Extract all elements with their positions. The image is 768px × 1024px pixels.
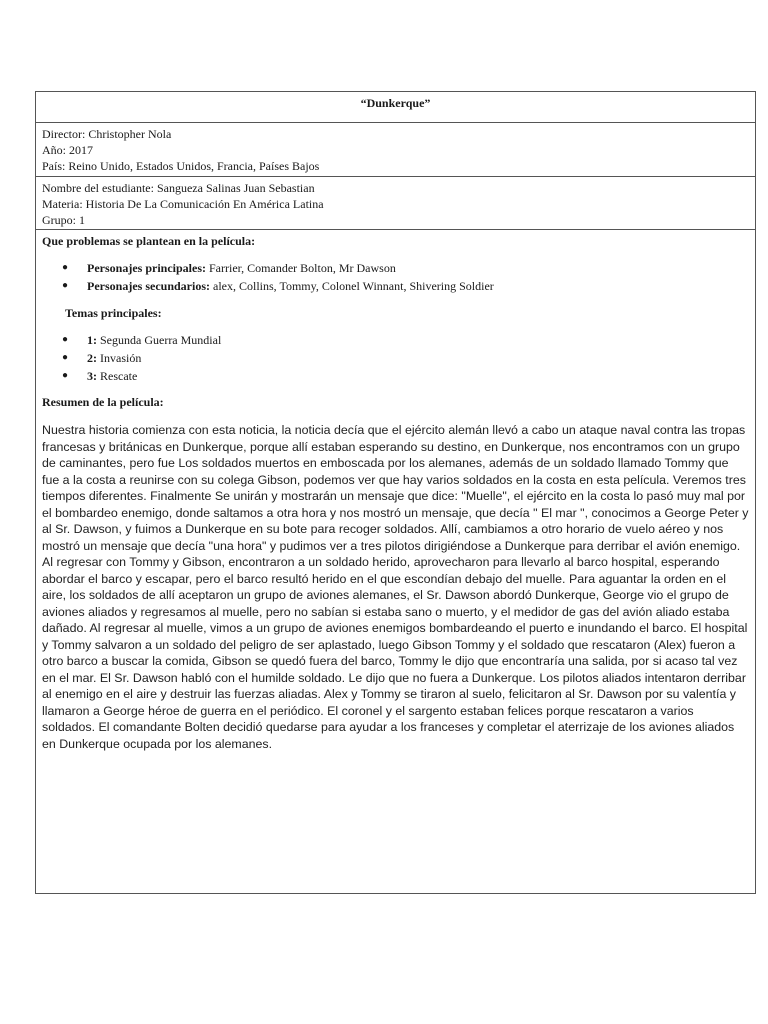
theme-label: 3:	[87, 369, 97, 383]
characters-list	[42, 259, 749, 295]
bullet-icon: ●	[62, 280, 69, 291]
theme-label: 1:	[87, 333, 97, 347]
content-cell	[36, 230, 755, 752]
list-item	[42, 259, 749, 277]
group-line: Grupo: 1	[42, 213, 85, 227]
document-table	[35, 91, 756, 894]
document-title: “Dunkerque”	[360, 96, 431, 110]
character-label: Personajes secundarios:	[87, 279, 210, 293]
list-item	[42, 277, 749, 295]
list-item	[42, 367, 749, 385]
title-row	[36, 92, 755, 123]
themes-list	[42, 331, 749, 385]
theme-label: 2:	[87, 351, 97, 365]
character-value: Farrier, Comander Bolton, Mr Dawson	[206, 261, 396, 275]
bullet-icon: ●	[62, 334, 69, 345]
summary-heading: Resumen de la película:	[42, 395, 164, 409]
theme-value: Invasión	[97, 351, 142, 365]
list-item	[42, 331, 749, 349]
bullet-icon: ●	[62, 262, 69, 273]
film-info-row	[36, 123, 755, 177]
list-item	[42, 349, 749, 367]
subject-line: Materia: Historia De La Comunicación En América Latina	[42, 197, 324, 211]
student-name-line: Nombre del estudiante: Sangueza Salinas Juan Sebastian	[42, 181, 315, 195]
director-line: Director: Christopher Nola	[42, 127, 172, 141]
bullet-icon: ●	[62, 352, 69, 363]
character-value: alex, Collins, Tommy, Colonel Winnant, Shivering Soldier	[210, 279, 494, 293]
country-line: País: Reino Unido, Estados Unidos, Francia, Países Bajos	[42, 159, 320, 173]
student-info-row	[36, 177, 755, 230]
summary-text: Nuestra historia comienza con esta noticia, la noticia decía que el ejército alemán llevó a cabo un ataque naval contra las tropas francesas y británicas en Dunkerque, porque allí estaban esperando su destino, en Dunkerque, nos encontramos con un grupo de caminantes, pero fue Los soldados muertos en emboscada por los alemanes, además de un soldado llamado Tommy que fue a la costa a reunirse con su colega Gibson, podemos ver que hay varios soldados en la costa en esta película. Veremos tres tiempos diferentes. Finalmente Se unirán y mostrarán un mensaje que dice: "Muelle", el ejército en la costa lo pasó muy mal por el bombardeo enemigo, donde saltamos a otra hora y nos mostró un mensaje, que decía " El mar ", conocimos a George Peter y al Sr. Dawson, y fuimos a Dunkerque en su bote para recoger soldados. Allí, cambiamos a otro horario de vuelo aéreo y nos mostró un mensaje que decía "una hora" y pudimos ver a tres pilotos dirigiéndose a Dunkerque para derribar el avión enemigo. Al regresar con Tommy y Gibson, encontraron a un soldado herido, aprovecharon para llevarlo al barco hospital, esperando abordar el barco y escapar, pero el barco resultó herido en el que escondían debajo del muelle. Para aguantar la orden en el aire, los soldados de allí aceptaron un grupo de aviones alemanes, el Sr. Dawson abordó Dunkerque, George vio el grupo de aviones aliados y regresamos al muelle, pero no sabían si estaba sano o muerto, y el medidor de gas del avión aliado estaba dañado. Al regresar al muelle, vimos a un grupo de aviones enemigos bombardeando el puerto e inundando el barco. El hospital y Tommy salvaron a un soldado del peligro de ser aplastado, luego Gibson Tommy y el soldado que rescataron (Alex) fueron a otro barco a buscar la comida, Gibson se quedó fuera del barco, Tommy le dijo que encontraría una salida, por si acaso tal vez en el mar. El Sr. Dawson habló con el humilde soldado. Le dijo que no fuera a Dunkerque. Los pilotos aliados intentaron derribar al enemigo en el aire y destruir las fuerzas aliadas. Alex y Tommy se tiraron al suelo, felicitaron al Sr. Dawson por su valentía y llamaron a George héroe de guerra en el periódico. El coronel y el sargento estaban felices porque rescataron a varios soldados. El comandante Bolten decidió quedarse para ayudar a los franceses y completar el aterrizaje de los aviones aliados en Dunkerque ocupada por los alemanes.	[42, 423, 749, 751]
themes-heading: Temas principales:	[65, 306, 162, 320]
year-line: Año: 2017	[42, 143, 93, 157]
theme-value: Segunda Guerra Mundial	[97, 333, 222, 347]
character-label: Personajes principales:	[87, 261, 206, 275]
bullet-icon: ●	[62, 370, 69, 381]
theme-value: Rescate	[97, 369, 138, 383]
problems-heading: Que problemas se plantean en la película:	[42, 234, 256, 248]
